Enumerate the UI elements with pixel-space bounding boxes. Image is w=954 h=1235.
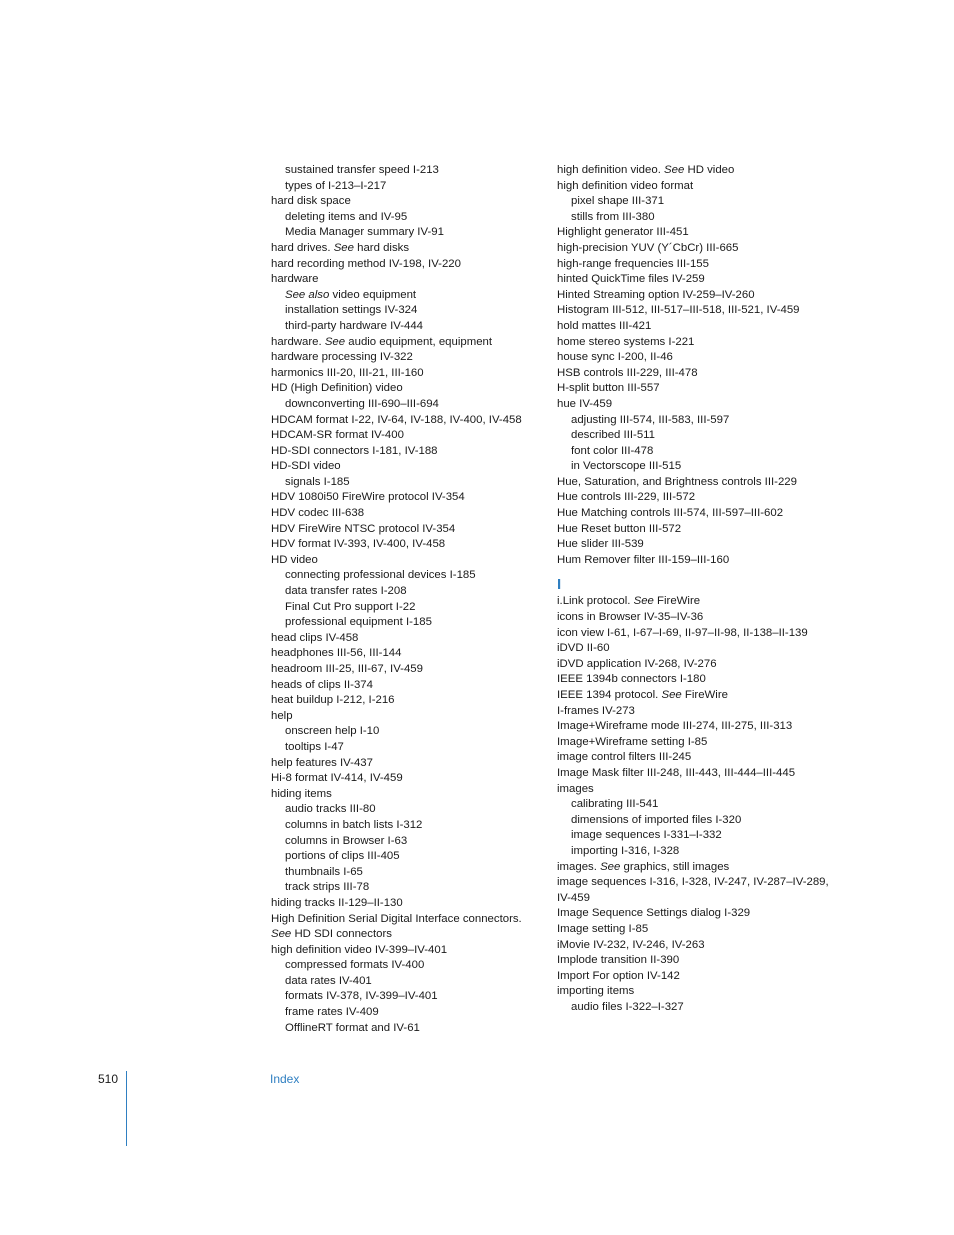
index-entry <box>557 672 837 688</box>
entry-text: HDV format IV-393, IV-400, IV-458 <box>271 538 446 551</box>
entry-text: HDV 1080i50 FireWire protocol IV-354 <box>271 491 465 504</box>
index-entry <box>271 693 543 709</box>
index-subentry <box>271 865 543 881</box>
entry-text: columns in batch lists I-312 <box>285 818 423 831</box>
entry-text: data rates IV-401 <box>285 974 372 987</box>
index-entry <box>557 303 837 319</box>
index-entry <box>557 257 837 273</box>
entry-text: HD-SDI video <box>271 460 341 473</box>
entry-text: HD video <box>684 164 735 176</box>
cross-reference-label: See also <box>285 288 330 301</box>
entry-text: professional equipment I-185 <box>285 616 432 629</box>
cross-reference-label: See <box>633 595 654 608</box>
index-entry <box>271 241 543 257</box>
index-entry <box>557 782 837 798</box>
entry-text: deleting items and IV-95 <box>285 210 408 223</box>
entry-text: hold mattes III-421 <box>557 319 652 332</box>
index-subentry <box>557 828 837 844</box>
entry-text: HD video <box>271 553 318 566</box>
index-subentry <box>271 849 543 865</box>
entry-text: high definition video format <box>557 179 694 192</box>
index-entry <box>271 350 543 366</box>
entry-text: iDVD application IV-268, IV-276 <box>557 657 717 670</box>
entry-text: harmonics III-20, III-21, III-160 <box>271 366 424 379</box>
index-subentry <box>557 813 837 829</box>
index-subentry <box>271 584 543 600</box>
entry-text: onscreen help I-10 <box>285 725 380 738</box>
index-subentry <box>557 797 837 813</box>
index-entry <box>271 771 543 787</box>
entry-text: images <box>557 782 594 795</box>
entry-text: Hue Reset button III-572 <box>557 522 682 535</box>
entry-text: calibrating III-541 <box>571 798 659 811</box>
entry-text: iDVD II-60 <box>557 642 610 655</box>
index-subentry <box>271 600 543 616</box>
entry-text: images. <box>557 860 601 873</box>
entry-text: tooltips I-47 <box>285 740 344 753</box>
entry-text: installation settings IV-324 <box>285 304 418 317</box>
entry-text: icons in Browser IV-35–IV-36 <box>557 611 704 624</box>
index-entry <box>557 319 837 335</box>
entry-text: IEEE 1394 protocol. <box>557 689 662 701</box>
cross-reference-label: See <box>664 164 685 176</box>
index-subentry <box>271 225 543 241</box>
entry-text: adjusting III-574, III-583, III-597 <box>571 413 730 426</box>
index-entry <box>557 969 837 985</box>
index-entry <box>557 704 837 720</box>
entry-text: Image+Wireframe mode III-274, III-275, III-313 <box>557 720 793 733</box>
index-subentry <box>271 724 543 740</box>
index-entry <box>271 646 543 662</box>
index-entry <box>557 750 837 766</box>
index-subentry <box>557 428 837 444</box>
entry-text: image control filters III-245 <box>557 751 692 764</box>
index-entry <box>557 766 837 782</box>
index-entry <box>271 444 543 460</box>
index-entry <box>271 912 543 943</box>
index-entry <box>557 522 837 538</box>
entry-text: high-range frequencies III-155 <box>557 257 709 270</box>
entry-text: home stereo systems I-221 <box>557 335 695 348</box>
entry-text: importing items <box>557 985 635 998</box>
index-entry <box>557 241 837 257</box>
entry-text: Image+Wireframe setting I-85 <box>557 735 708 748</box>
entry-text: iMovie IV-232, IV-246, IV-263 <box>557 938 705 951</box>
index-entry <box>271 678 543 694</box>
entry-text: Hi-8 format IV-414, IV-459 <box>271 772 403 785</box>
index-entry <box>271 490 543 506</box>
entry-text: H-split button III-557 <box>557 382 660 395</box>
entry-text: Import For option IV-142 <box>557 969 680 982</box>
entry-text: audio equipment, equipment <box>345 335 493 348</box>
index-subentry <box>271 163 543 179</box>
entry-text: HDV codec III-638 <box>271 507 365 520</box>
entry-text: house sync I-200, II-46 <box>557 351 673 364</box>
index-subentry <box>271 303 543 319</box>
entry-text: hard recording method IV-198, IV-220 <box>271 257 461 270</box>
index-column-right <box>557 163 837 1015</box>
entry-text: OfflineRT format and IV-61 <box>285 1021 420 1034</box>
page-number: 510 <box>98 1072 119 1086</box>
entry-text: in Vectorscope III-515 <box>571 460 682 473</box>
entry-text: Highlight generator III-451 <box>557 226 689 239</box>
entry-text: HD (High Definition) video <box>271 382 403 395</box>
entry-text: hinted QuickTime files IV-259 <box>557 273 705 286</box>
entry-text: track strips III-78 <box>285 881 370 894</box>
index-entry <box>557 922 837 938</box>
entry-text: Image Mask filter III-248, III-443, III-444–III-445 <box>557 766 796 779</box>
entry-text: frame rates IV-409 <box>285 1006 379 1019</box>
index-entry <box>557 657 837 673</box>
cross-reference-label: See <box>600 860 621 873</box>
entry-text: i.Link protocol. <box>557 595 634 608</box>
index-entry <box>271 787 543 803</box>
index-subentry <box>557 210 837 226</box>
entry-text: sustained transfer speed I-213 <box>285 164 439 176</box>
cross-reference-label: See <box>271 928 292 941</box>
entry-text: hard drives. <box>271 241 334 254</box>
cross-reference-label: See <box>324 335 346 348</box>
index-entry <box>557 938 837 954</box>
entry-text: Histogram III-512, III-517–III-518, III-521, IV-459 <box>557 304 800 317</box>
entry-text: HD SDI connectors <box>291 928 392 941</box>
index-subentry <box>271 740 543 756</box>
index-entry <box>557 397 837 413</box>
cross-reference-label: See <box>661 689 682 701</box>
entry-text: downconverting III-690–III-694 <box>285 397 439 410</box>
entry-text: Hue, Saturation, and Brightness controls III-229 <box>557 475 797 488</box>
entry-text: hard disk space <box>271 195 351 208</box>
index-entry <box>557 381 837 397</box>
index-entry <box>271 553 543 569</box>
index-entry <box>271 381 543 397</box>
index-entry <box>557 366 837 382</box>
entry-text: signals I-185 <box>285 475 350 488</box>
index-entry <box>271 413 543 429</box>
footer-section-label: Index <box>270 1072 300 1086</box>
index-subentry <box>557 413 837 429</box>
index-entry <box>557 506 837 522</box>
entry-text: hardware <box>271 273 319 286</box>
entry-text: head clips IV-458 <box>271 631 359 644</box>
index-subentry <box>271 397 543 413</box>
index-entry <box>271 428 543 444</box>
footer-divider <box>126 1071 127 1146</box>
index-entry <box>557 163 837 179</box>
index-entry <box>271 522 543 538</box>
index-subentry <box>271 989 543 1005</box>
index-entry <box>271 459 543 475</box>
index-subentry <box>557 444 837 460</box>
index-subentry <box>557 194 837 210</box>
entry-text: high definition video IV-399–IV-401 <box>271 943 448 956</box>
index-entry <box>271 257 543 273</box>
index-entry <box>557 860 837 876</box>
entry-text: heads of clips II-374 <box>271 678 373 691</box>
entry-text: types of I-213–I-217 <box>285 179 387 192</box>
entry-text: formats IV-378, IV-399–IV-401 <box>285 990 438 1003</box>
index-subentry <box>271 568 543 584</box>
index-entry <box>557 984 837 1000</box>
index-entry <box>557 335 837 351</box>
index-entry <box>557 272 837 288</box>
entry-text: Image Sequence Settings dialog I-329 <box>557 907 751 920</box>
index-entry <box>271 662 543 678</box>
entry-text: hiding items <box>271 787 332 800</box>
entry-text: HDV FireWire NTSC protocol IV-354 <box>271 522 456 535</box>
index-entry <box>557 626 837 642</box>
entry-text: Implode transition II-390 <box>557 954 680 967</box>
entry-text: Final Cut Pro support I-22 <box>285 600 416 613</box>
index-entry <box>271 272 543 288</box>
index-entry <box>557 906 837 922</box>
index-subentry <box>271 958 543 974</box>
entry-text: dimensions of imported files I-320 <box>571 813 742 826</box>
entry-text: connecting professional devices I-185 <box>285 569 476 582</box>
index-subentry <box>557 459 837 475</box>
index-entry <box>557 225 837 241</box>
index-entry <box>557 735 837 751</box>
index-entry <box>557 610 837 626</box>
index-entry <box>557 288 837 304</box>
entry-text: Image setting I-85 <box>557 922 649 935</box>
index-subentry <box>271 1021 543 1037</box>
index-entry <box>271 194 543 210</box>
index-subentry <box>271 319 543 335</box>
index-entry <box>557 537 837 553</box>
entry-text: IEEE 1394b connectors I-180 <box>557 673 706 686</box>
entry-text: high-precision YUV (Y´CbCr) III-665 <box>557 241 739 254</box>
entry-text: stills from III-380 <box>571 210 655 223</box>
index-entry <box>271 943 543 959</box>
entry-text: hiding tracks II-129–II-130 <box>271 896 403 909</box>
index-subentry <box>271 834 543 850</box>
entry-text: heat buildup I-212, I-216 <box>271 694 395 707</box>
entry-text: thumbnails I-65 <box>285 865 363 878</box>
entry-text: Hue Matching controls III-574, III-597–III-602 <box>557 507 784 520</box>
entry-text: graphics, still images <box>620 860 730 873</box>
index-entry <box>271 537 543 553</box>
index-entry <box>557 719 837 735</box>
entry-text: high definition video. <box>557 164 665 176</box>
entry-text: High Definition Serial Digital Interface connectors. <box>271 912 522 925</box>
index-subentry <box>271 974 543 990</box>
index-column-left <box>271 163 543 1036</box>
entry-text: Media Manager summary IV-91 <box>285 226 444 239</box>
index-entry <box>557 688 837 704</box>
entry-text: Hinted Streaming option IV-259–IV-260 <box>557 288 755 301</box>
entry-text: FireWire <box>681 689 728 701</box>
index-entry <box>271 366 543 382</box>
entry-text: headphones III-56, III-144 <box>271 647 402 660</box>
entry-text: help <box>271 709 293 722</box>
index-section-letter: I <box>557 576 562 594</box>
index-subentry <box>271 288 543 304</box>
entry-text: audio files I-322–I-327 <box>571 1000 684 1013</box>
entry-text: icon view I-61, I-67–I-69, II-97–II-98, II-138–II-139 <box>557 626 808 639</box>
entry-text: headroom III-25, III-67, IV-459 <box>271 663 423 675</box>
entry-text: hue IV-459 <box>557 397 613 410</box>
entry-text: data transfer rates I-208 <box>285 585 407 598</box>
index-subentry <box>557 1000 837 1016</box>
index-subentry <box>271 880 543 896</box>
index-entry <box>271 709 543 725</box>
index-entry <box>557 875 837 906</box>
index-subentry <box>271 179 543 195</box>
entry-text: hardware processing IV-322 <box>271 351 413 364</box>
cross-reference-label: See <box>333 241 354 254</box>
index-entry <box>271 756 543 772</box>
entry-text: image sequences I-331–I-332 <box>571 829 722 842</box>
entry-text: video equipment <box>329 288 417 301</box>
entry-text: described III-511 <box>571 429 655 442</box>
index-subentry <box>271 615 543 631</box>
index-entry <box>271 506 543 522</box>
entry-text: font color III-478 <box>571 444 654 457</box>
entry-text: hard disks <box>353 241 410 254</box>
entry-text: Hum Remover filter III-159–III-160 <box>557 553 730 566</box>
index-entry <box>271 631 543 647</box>
index-subentry <box>271 1005 543 1021</box>
entry-text: I-frames IV-273 <box>557 704 635 717</box>
entry-text: HDCAM format I-22, IV-64, IV-188, IV-400, IV-458 <box>271 413 522 426</box>
index-entry <box>271 335 543 351</box>
entry-text: image sequences I-316, I-328, IV-247, IV-287–IV-289, IV-459 <box>557 876 829 904</box>
index-entry <box>557 953 837 969</box>
entry-text: HDCAM-SR format IV-400 <box>271 429 404 442</box>
index-subentry <box>557 844 837 860</box>
index-entry <box>271 896 543 912</box>
entry-text: Hue controls III-229, III-572 <box>557 491 696 504</box>
entry-text: HD-SDI connectors I-181, IV-188 <box>271 444 438 457</box>
entry-text: HSB controls III-229, III-478 <box>557 366 698 379</box>
entry-text: third-party hardware IV-444 <box>285 319 424 332</box>
entry-text: compressed formats IV-400 <box>285 959 425 972</box>
entry-text: Hue slider III-539 <box>557 538 644 551</box>
entry-text: columns in Browser I-63 <box>285 834 408 847</box>
index-entry <box>557 553 837 569</box>
index-subentry <box>271 475 543 491</box>
index-entry <box>557 490 837 506</box>
entry-text: audio tracks III-80 <box>285 803 376 816</box>
index-entry <box>557 641 837 657</box>
index-entry <box>557 594 837 610</box>
index-subentry <box>271 818 543 834</box>
index-entry <box>557 350 837 366</box>
entry-text: help features IV-437 <box>271 756 373 769</box>
entry-text: pixel shape III-371 <box>571 195 665 208</box>
entry-text: portions of clips III-405 <box>285 850 400 863</box>
index-subentry <box>271 802 543 818</box>
entry-text: hardware. <box>271 335 325 348</box>
entry-text: FireWire <box>653 595 701 608</box>
index-entry <box>557 475 837 491</box>
entry-text: importing I-316, I-328 <box>571 844 680 857</box>
index-entry <box>557 179 837 195</box>
index-subentry <box>271 210 543 226</box>
